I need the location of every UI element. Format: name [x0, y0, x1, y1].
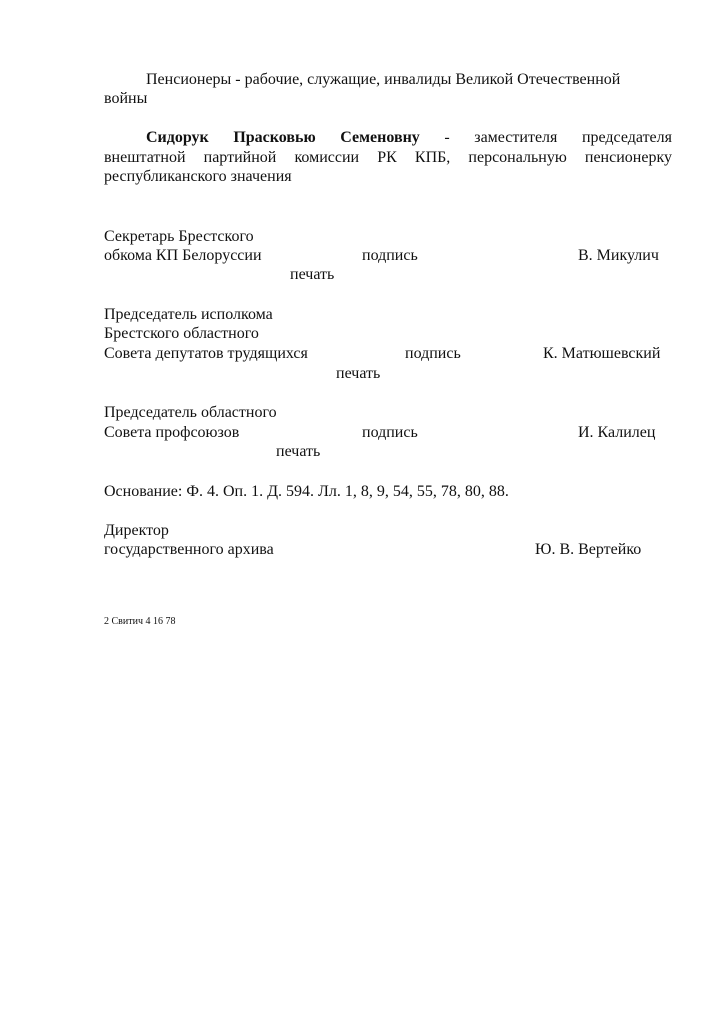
- signatory-3-name: И. Калилец: [578, 424, 656, 441]
- director-title-line-2: государственного архива: [104, 541, 274, 558]
- person-line-2: внештатной партийной комиссии РК КПБ, персональную пенсионерку: [104, 149, 672, 166]
- director-name: Ю. В. Вертейко: [535, 541, 642, 558]
- signatory-2-signature: подпись: [405, 345, 461, 362]
- signatory-1-title-line-1: Секретарь Брестского: [104, 228, 254, 245]
- director-title-line-1: Директор: [104, 522, 169, 539]
- signatory-1-signature: подпись: [362, 247, 418, 264]
- signatory-2-title-line-1: Председатель исполкома: [104, 306, 273, 323]
- signatory-1-title-line-2: обкома КП Белоруссии: [104, 247, 262, 264]
- signatory-3-title-line-2: Совета профсоюзов: [104, 424, 240, 441]
- signatory-2-title-line-3: Совета депутатов трудящихся: [104, 345, 308, 362]
- person-line-3: республиканского значения: [104, 168, 292, 185]
- person-name: Сидорук Прасковью Семеновну: [146, 129, 420, 146]
- signatory-2-name: К. Матюшевский: [543, 345, 661, 362]
- signatory-3-signature: подпись: [362, 424, 418, 441]
- archive-basis: Основание: Ф. 4. Оп. 1. Д. 594. Лл. 1, 8, 9, 54, 55, 78, 80, 88.: [104, 483, 509, 500]
- signatory-1-name: В. Микулич: [578, 247, 659, 264]
- intro-line-1: Пенсионеры - рабочие, служащие, инвалиды Великой Отечественной: [146, 71, 621, 88]
- signatory-3-title-line-1: Председатель областного: [104, 404, 277, 421]
- signatory-2-title-line-2: Брестского областного: [104, 325, 259, 342]
- person-line-1: [104, 128, 672, 148]
- intro-line-2: войны: [104, 90, 148, 107]
- signatory-2-seal: печать: [336, 365, 381, 382]
- footnote: 2 Свитич 4 16 78: [104, 616, 176, 627]
- person-position-start: - заместителя председателя: [419, 129, 673, 146]
- signatory-3-seal: печать: [276, 443, 321, 460]
- signatory-1-seal: печать: [290, 266, 335, 283]
